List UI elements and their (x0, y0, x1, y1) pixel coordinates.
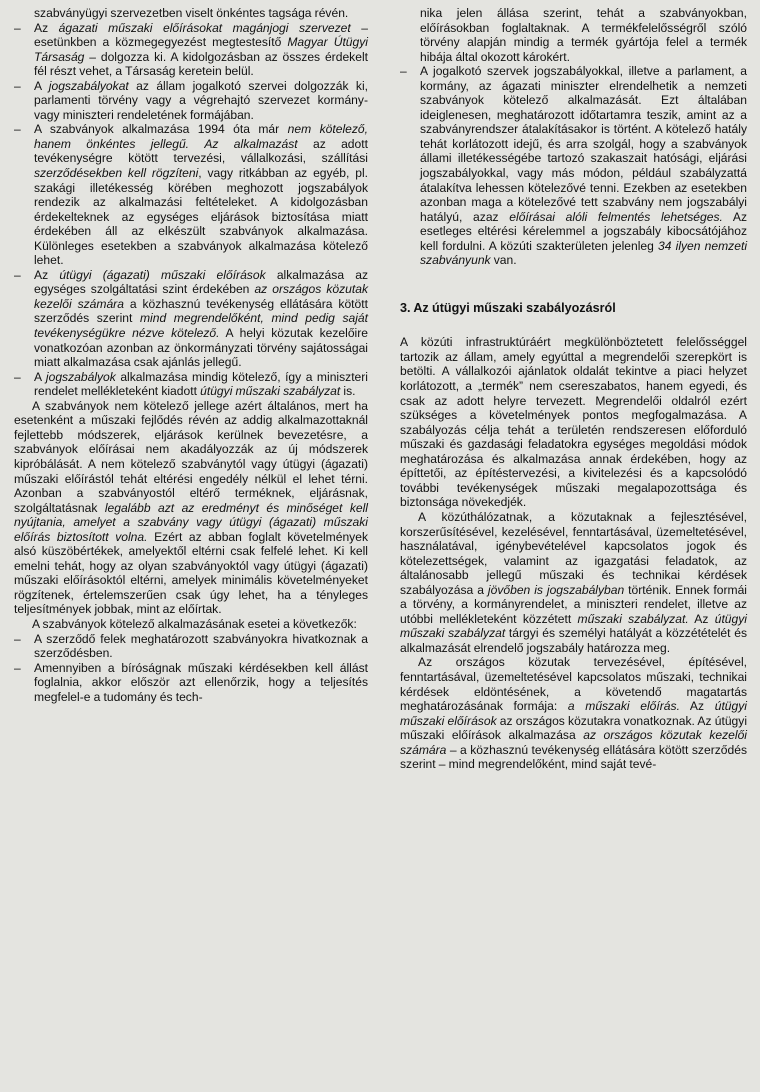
emphasis-text: legalább azt az eredményt és minőséget kell nyújtania, amelyet a szabvány vagy útügyi (ágazati) műszaki előírás biztosított volna. (14, 500, 368, 544)
text-run: alkalmazása mindig kötelező, így a miniszteri rendelet mellékleteként kiadott (34, 369, 368, 399)
emphasis-text: a műszaki előírás. (567, 699, 680, 714)
text-run: A (34, 369, 46, 384)
list-item-text (34, 370, 368, 399)
list-item (14, 79, 368, 123)
paragraph (400, 335, 747, 510)
text-run: Az országos közutak tervezésével, építésével, fenntartásával, üzemeltetésével kapcsolatos műszaki, technikai kérdések eldöntésének, a követendő magatartás meghatározásának formája: (400, 655, 747, 714)
text-run: A helyi közutak kezelőire vonatkozóan azonban az önkormányzati törvény sajátosságai miatt alkalmazása csak ajánlás jellegű. (34, 326, 368, 370)
list-dash: – (14, 660, 21, 675)
text-run: A (34, 78, 49, 93)
list-item (400, 64, 747, 268)
list-item (14, 6, 368, 21)
text-run: szabványügyi szervezetben viselt önkéntes tagsága révén. (34, 6, 349, 20)
text-run: tárgyi és személyi hatályát a közzétételét és alkalmazását elrendelő jogszabály határozza meg. (400, 626, 748, 655)
list-item (14, 268, 368, 370)
emphasis-text: szerződésekben kell rögzíteni (34, 166, 199, 181)
text-run: az adott tevékenységre kötött tervezési, vállalkozási, szállítási (34, 136, 368, 166)
emphasis-text: mind megrendelőként, mind pedig saját tevékenységükre nézve kötelező. (34, 311, 369, 341)
paragraph (400, 510, 747, 655)
text-run: történik. Ennek formái a törvény, a kormányrendelet, a miniszteri rendelet, illetve az utóbbi mellékleteként közzétett (400, 582, 747, 626)
emphasis-text: 34 ilyen nemzeti szabványunk (420, 238, 748, 268)
list-item (400, 6, 747, 64)
emphasis-text: nem kötelező, hanem önkéntes jellegű. (34, 122, 368, 151)
text-run: az országos közutakra vonatkoznak. Az útügyi műszaki előírások alkalmazása (400, 713, 748, 743)
list-item (14, 661, 368, 705)
text-run: – a közhasznú tevékenység ellátására kötött szerződés szerint – mind megrendelőként, mind saját tevé- (400, 742, 747, 772)
list-item-text (34, 6, 368, 21)
emphasis-text: műszaki szabályzat. (577, 611, 689, 626)
text-run: – esetünkben a közmegegyezést megtestesítő (34, 20, 368, 50)
text-run (189, 137, 204, 151)
text-run: is. (340, 384, 356, 399)
text-run: a közhasznú tevékenység ellátására kötött szerződés szerint (34, 296, 368, 326)
list-item (14, 122, 368, 267)
emphasis-text: előírásai alóli felmentés lehetséges. (509, 209, 723, 224)
text-run: Az (34, 20, 59, 35)
right-column (400, 6, 747, 772)
text-run: van. (490, 253, 517, 268)
list-item (14, 21, 368, 79)
emphasis-text: jövőben is jogszabályban (487, 582, 625, 597)
text-run: A szabványok alkalmazása 1994 óta már (34, 122, 288, 137)
emphasis-text: útügyi műszaki szabályzat (200, 384, 341, 399)
list-item-text (34, 122, 368, 267)
text-run: A közúti infrastruktúráért megkülönböztetett felelősséggel tartozik az állam, amely egyúttal a megrendelői szerepkört is betölti. A vállalkozói ajánlatok oldalát tekintve a piaci helyzet korlátozott, a „termék” nem csereszabatos, hanem egyedi, és csak az adott helyre tervezett. Megrendelői oldalról ezért szükséges a követelmények pontos megfogalmazása. A szabályozás célja tehát a területén rendszeresen előforduló műszaki és gazdasági feladatokra egységes megoldási módok meghatározása és alkalmazása annak érdekében, hogy az építtetői, az építéstervezési, a kivitelezési és a kapcsolódó további tevékenységek műszaki megalapozottsága és biztonsága növekedjék. (400, 335, 747, 510)
emphasis-text: az országos közutak kezelői számára (400, 728, 747, 757)
text-run: Az (34, 267, 60, 282)
list-item (14, 632, 368, 661)
list-item-text (34, 79, 368, 123)
text-run: – dolgozza ki. A kidolgozásban az összes érdekelt fél részt vehet, a Társaság keretein belül. (34, 49, 368, 79)
list-item-text (420, 6, 747, 64)
emphasis-text: Az alkalmazást (204, 136, 298, 151)
text-run: A közúthálózatnak, a közutaknak a fejlesztésével, korszerűsítésével, kezelésével, fenntartásával, üzemeltetésével, használatával, igénybevételével kapcsolatos jogok és kötelezettségek, valamint az igazgatási feladatok, az általánosabb jellegű műszaki és technikai kérdések szabályozása a (400, 509, 747, 597)
text-run: A jogalkotó szervek jogszabályokkal, illetve a parlament, a kormány, az ágazati miniszter elrendelhetik a nemzeti szabványok kötelező alkalmazását. Ezt általában ideiglenesen, meghatározott időtartamra teszik, amint az a szabványrendszer átalakításakor is történt. A kötelező hatály tehát korlátozott idejű, és arra szolgál, hogy a szabványok állami illetékességébe tartozó szakaszait hatósági, eljárási jogszabályokkal, vagy más módon, például szabályzattá átalakítva lehessen kötelezővé tenni. Ezekben az esetekben azonban maga a kötelezővé tett szabvány nem jogszabályi hatályú, azaz (420, 64, 747, 224)
emphasis-text: jogszabályok (45, 369, 116, 384)
paragraph (14, 399, 368, 617)
list-dash: – (14, 267, 21, 282)
emphasis-text: útügyi műszaki szabályzat (400, 611, 747, 641)
text-run: Az (688, 611, 715, 626)
list-dash: – (14, 20, 21, 35)
text-run: Amennyiben a bíróságnak műszaki kérdésekben kell állást foglalnia, akkor először azt ellenőrzik, hogy a teljesítés megfelel-e a tudomány és tech- (34, 660, 368, 704)
emphasis-text: útügyi (ágazati) műszaki előírások (59, 267, 266, 282)
list-dash: – (14, 122, 21, 137)
emphasis-text: jogszabályokat (48, 78, 129, 93)
list-item-text (34, 632, 368, 661)
list-item-text (34, 21, 368, 79)
list-dash: – (14, 78, 21, 93)
section-heading: 3. Az útügyi műszaki szabályozásról (400, 300, 616, 315)
list-dash: – (14, 631, 21, 646)
list-item (14, 370, 368, 399)
text-run: Az (679, 699, 715, 714)
emphasis-text: útügyi műszaki előírások (400, 699, 747, 728)
text-run: Az esetleges eltérési kérelemmel a jogszabály kibocsátójához kell fordulni. A közúti szakterületen jelenleg (420, 209, 747, 253)
list-dash: – (400, 64, 407, 79)
text-run: Ezért az abban foglalt követelmények alsó küszöbértékek, amelyektől eltérni csak felfelé lehet. Ki kell emelni tehát, hogy az olyan szabványoktól vagy útügyi (ágazati) műszaki előírásoktól eltérni, amelyek minimális követelményeket rögzítenek, értelemszerűen csak úgy lehet, ha a tényleges teljesítmények jobbak, mint az előírtak. (14, 529, 368, 617)
text-run: A szabványok kötelező alkalmazásának esetei a következők: (32, 616, 357, 631)
paragraph (400, 655, 747, 771)
list-item-text (34, 661, 368, 705)
left-column (14, 6, 368, 704)
text-run: nika jelen állása szerint, tehát a szabványokban, előírásokban foglaltaknak. A termékfelelősségről szóló törvény alapján mindig a termék gyártója felel a termék hibája által okozott károkért. (420, 6, 747, 64)
list-dash: – (14, 369, 21, 384)
text-run: alkalmazása az egységes szolgáltatási szint érdekében (34, 267, 369, 297)
text-run: A szabványok nem kötelező jellege azért általános, mert ha esetenként a műszaki fejlődés révén az addig alkalmazottaknál fejlettebb módszerek, eljárások kerülnek bevezetésre, a szabványok előírásai nem akadályozzák az új módszerek kipróbálását. A nem kötelező szabványtól vagy útügyi (ágazati) műszaki előírástól tehát eltérési engedély nélkül el lehet térni. Azonban a szabványostól eltérő terméknek, eljárásnak, szolgáltatásnak (14, 398, 368, 515)
list-item-text (420, 64, 747, 268)
list-item-text (34, 268, 368, 370)
emphasis-text: ágazati műszaki előírásokat magánjogi szervezet (58, 20, 351, 35)
emphasis-text: Magyar Útügyi Társaság (34, 35, 368, 64)
paragraph (14, 617, 368, 632)
text-run: , vagy ritkábban az egyéb, pl. szakági illetékesség körében meghozott jogszabályok rendezik az alkalmazási feltételeket. A kidolgozásban érdekelteknek az egységes eljárások biztosítása miatt érdekében áll az elkészült szabványok alkalmazása. Különleges esetekben a szabványok alkalmazása kötelező lehet. (34, 166, 368, 268)
text-run: A szerződő felek meghatározott szabványokra hivatkoznak a szerződésben. (34, 631, 368, 661)
emphasis-text: az országos közutak kezelői számára (34, 282, 369, 311)
text-run: az állam jogalkotó szervei dolgozzák ki, parlamenti törvény vagy a végrehajtó szervezet kormány- vagy miniszteri rendeletének formájában. (34, 78, 368, 122)
